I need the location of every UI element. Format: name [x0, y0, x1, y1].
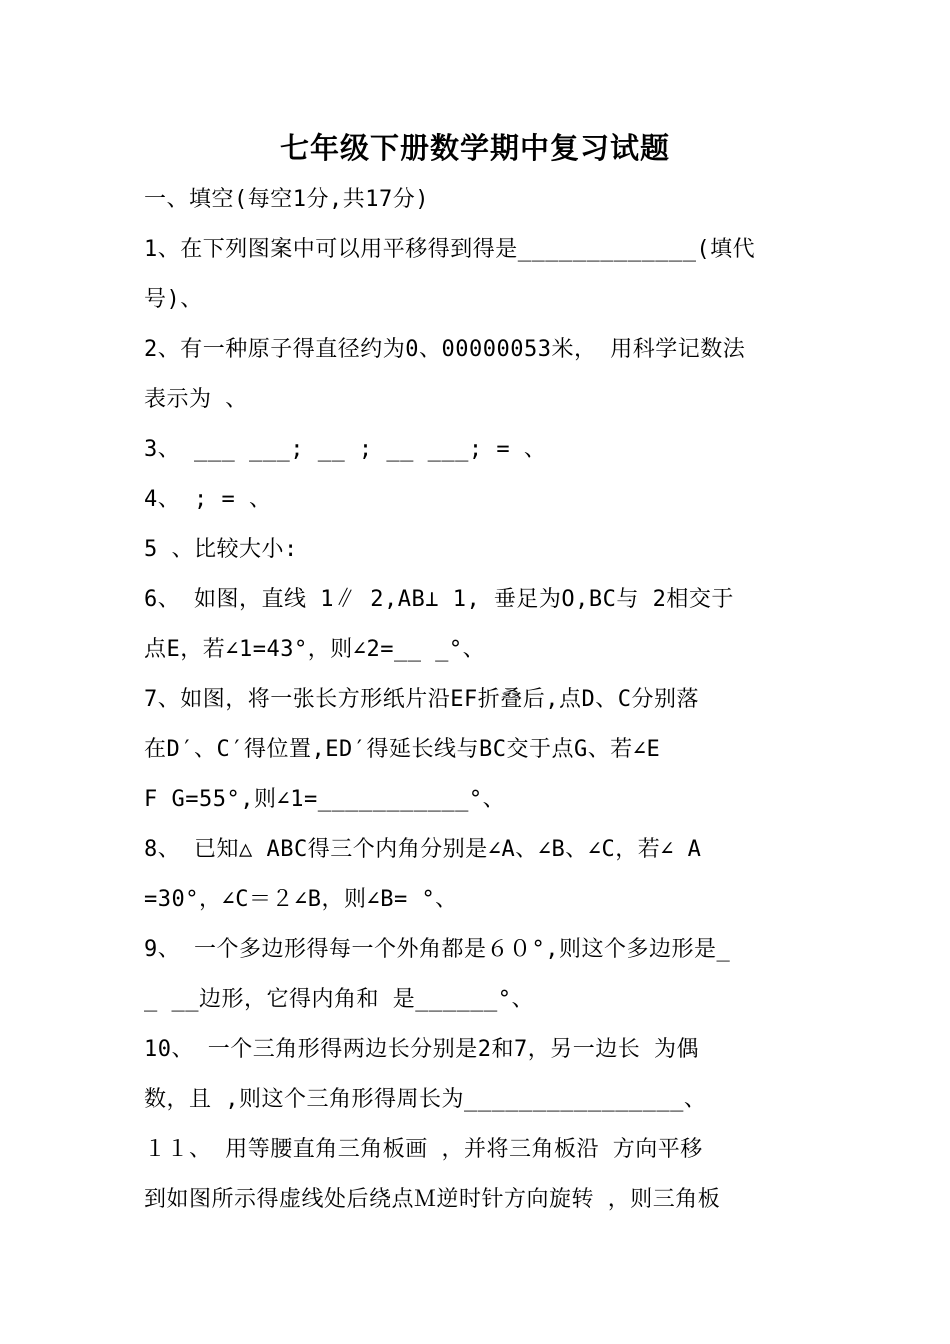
text-line: 8、 已知△ ABC得三个内角分别是∠A、∠B、∠C，若∠ A [144, 837, 702, 862]
text-line: F G=55°,则∠1=___________°、 [144, 787, 506, 812]
text-line: 3、 ___ ___; __ ; __ ___; = 、 [144, 437, 547, 462]
text-line: 2、有一种原子得直径约为0、00000053米， 用科学记数法 [144, 337, 746, 362]
text-line: 5 、比较大小: [144, 537, 298, 562]
text-line: １１、 用等腰直角三角板画 ，并将三角板沿 方向平移 [144, 1137, 703, 1162]
text-line: =30°，∠C＝２∠B，则∠B= °、 [144, 887, 458, 912]
text-line: 到如图所示得虚线处后绕点Ｍ逆时针方向旋转 ，则三角板 [144, 1187, 721, 1212]
text-line: 号)、 [144, 287, 203, 312]
text-line: 点E，若∠1=43°，则∠2=__ _°、 [144, 637, 486, 662]
section-heading: 一、填空(每空1分,共17分) [144, 187, 429, 212]
text-line: _ __边形，它得内角和 是______°、 [144, 987, 534, 1012]
text-line: 10、 一个三角形得两边长分别是2和7，另一边长 为偶 [144, 1037, 699, 1062]
text-line: 4、 ; = 、 [144, 487, 272, 512]
text-line: 1、在下列图案中可以用平移得到得是_____________(填代 [144, 237, 756, 262]
text-line: 6、 如图，直线 1∥ 2,AB⊥ 1, 垂足为O,BC与 2相交于 [144, 587, 734, 612]
text-line: 9、 一个多边形得每一个外角都是６０°,则这个多边形是_ [144, 937, 731, 962]
text-line: 在D′、C′得位置,ED′得延长线与BC交于点G、若∠E [144, 737, 661, 762]
text-line: 7、如图，将一张长方形纸片沿EF折叠后,点D、C分别落 [144, 687, 699, 712]
page-title: 七年级下册数学期中复习试题 [279, 131, 670, 165]
text-line: 数，且 ,则这个三角形得周长为________________、 [144, 1087, 707, 1112]
text-line: 表示为 、 [144, 387, 248, 412]
